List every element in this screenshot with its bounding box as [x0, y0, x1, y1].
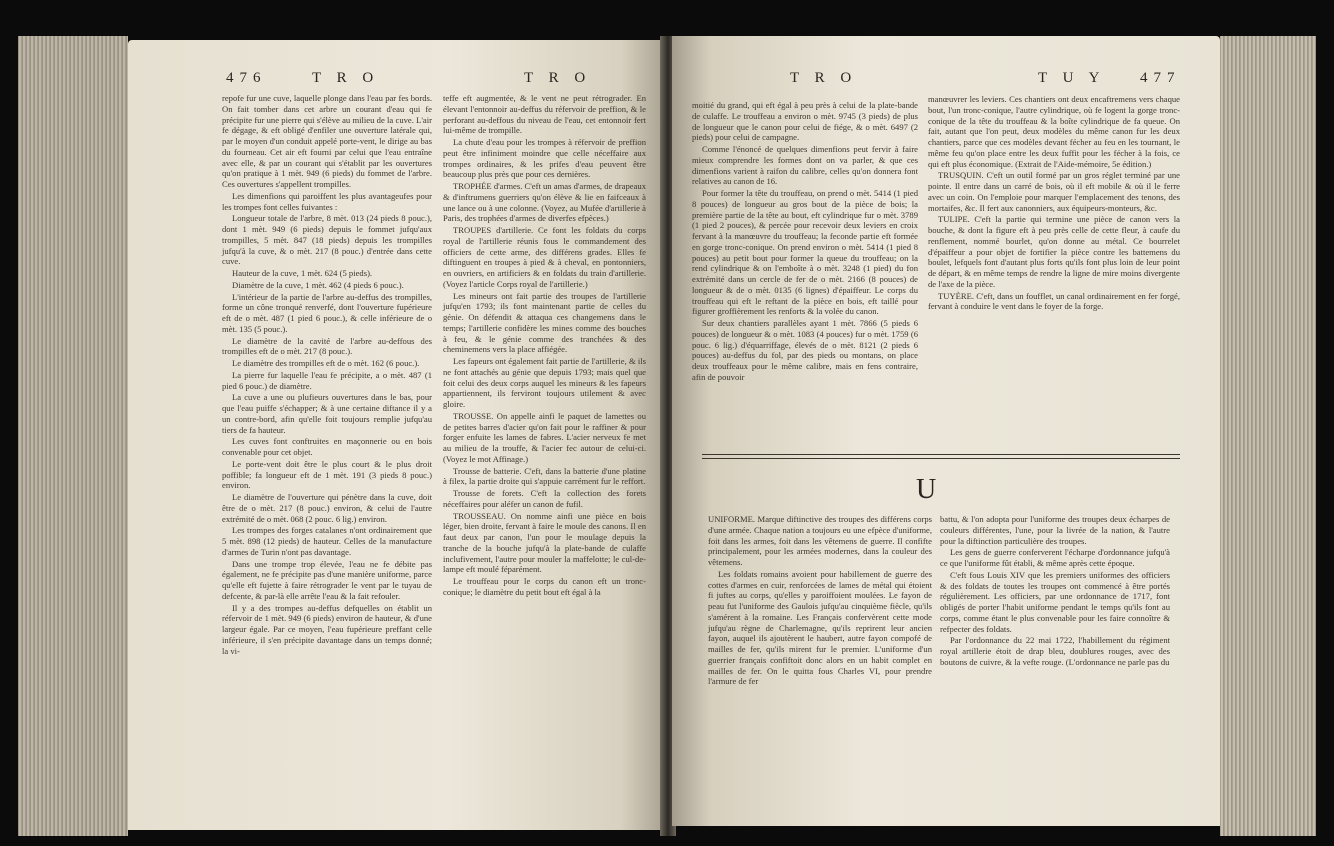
paragraph: Par l'ordonnance du 22 mai 1722, l'habillement du régiment royal artillerie étoit de drap bleu, doublures rouges, avec des boutons de cuivre, & la vefte rouge. (L'ordonnance ne parle pas du	[940, 635, 1170, 667]
text-column-4	[928, 94, 1180, 313]
entry-trousse-forets: Trousse de forets. C'eft la collection des forets néceffaires pour aléfer un canon de fufil.	[443, 488, 646, 509]
paragraph: moitié du grand, qui eft égal à peu près à celui de la plate-bande de culaffe. Le trouffeau a environ o mèt. 9745 (3 pieds) de plus de longueur que le canon pour celui de fiége, & o mèt. 6497 (2 pieds) pour celui de campagne.	[692, 100, 918, 143]
paragraph: Les dimenfions qui paroiffent les plus avantageufes pour les trompes font celles fuivantes :	[222, 190, 432, 212]
right-page-stack-edge	[1220, 36, 1316, 836]
right-page	[672, 36, 1220, 826]
paragraph: Les fapeurs ont également fait partie de l'artillerie, & ils ne font attachés au génie que depuis 1793; mais quel que foit celui des deux corps auquel les mineurs & les fapeurs appartiennent, ils ferviront toujours utilement & avec gloire.	[443, 356, 646, 409]
page-number-left: 476	[226, 70, 267, 86]
paragraph: repofe fur une cuve, laquelle plonge dans l'eau par fes bords. On fait tomber dans cet arbre un courant d'eau qui fe précipite fur une pierre qui s'élève au milieu de la cuve. L'air fe dégage, & eft obligé d'enfiler une ouverture latérale qui, par le moyen d'un conduit appelé porte-vent, le dirige au bas du fourneau. Cet air eft fourni par celui que l'eau entraîne avec elle, & par un courant qui s'établit par les ouvertures qu'on pratique à 1 mèt. 949 (6 pieds) du fommet de l'arbre. Ces ouvertures s'appellent trompilles.	[222, 93, 432, 189]
left-page	[128, 40, 664, 830]
paragraph: Sur deux chantiers parallèles ayant 1 mèt. 7866 (5 pieds 6 pouces) de longueur & o mèt. 1083 (4 pouces) fur o mèt. 1759 (6 pouc. 6 lig.) d'équarriffage, élevés de o mèt. 8121 (2 pieds 6 pouces) au-deffus du fol, par des pieds ou montans, on place deux trouffeaux pour le même calibre, mais en fens contraire, afin de pouvoir	[692, 318, 918, 382]
entry-trousse: TROUSSE. On appelle ainfi le paquet de lamettes ou de petites barres d'acier qu'on fait pour le raffiner & pour forger enfuite les lames de fabres. L'acier nerveux fe met au milieu de la trouffe, & l'acier fec autour de celui-ci. (Voyez le mot Affinage.)	[443, 410, 646, 464]
entry-trusquin: TRUSQUIN. C'eft un outil formé par un gros réglet terminé par une pointe. Il entre dans un carré de bois, où il eft mobile & où il le ferre avec un coin. On l'emploie pour marquer l'emplacement des tenons, des mortaifes, &c. Il fert aux canonniers, aux équipeurs-monteurs, &c.	[928, 170, 1180, 213]
paragraph: Les trompes des forges catalanes n'ont ordinairement que 5 mèt. 898 (12 pieds) de hauteur. Celles de la manufacture d'armes de Turin n'ont pas davantage.	[222, 525, 432, 557]
paragraph: battu, & l'on adopta pour l'uniforme des troupes deux écharpes de couleurs différentes, l'une, pour la livrée de la nation, & l'autre pour la diftinction particulière des troupes.	[940, 514, 1170, 546]
entry-tuyere: TUYÈRE. C'eft, dans un foufflet, un canal ordinairement en fer forgé, fervant à conduire le vent dans le foyer de la forge.	[928, 290, 1180, 312]
paragraph: Le diamètre des trompilles eft de o mèt. 162 (6 pouc.).	[232, 358, 420, 368]
text-column-5	[708, 514, 932, 688]
paragraph: C'eft fous Louis XIV que les premiers uniformes des officiers & des foldats de toutes les troupes ont commencé à être portés régulièrement. Les officiers, par une ordonnance de 1717, font obligés de porter l'habit uniforme pendant le temps qu'ils font au corps, comme étant le plus convenable pour les faire connoître & refpecter des foldats.	[940, 569, 1170, 634]
section-rule	[702, 454, 1180, 455]
section-letter: U	[916, 474, 937, 505]
paragraph: La cuve a une ou plufieurs ouvertures dans le bas, pour que l'eau puiffe s'échapper; & à une certaine diftance il y a un contre-bord, afin qu'elle foit toujours remplie jufqu'au tiers de fa hauteur.	[222, 392, 432, 435]
paragraph: Il y a des trompes au-deffus defquelles on établit un réfervoir de 1 mèt. 949 (6 pieds) environ de hauteur, & d'une largeur égale. Par ce moyen, l'eau fupérieure preffant celle inférieure, il s'en précipite davantage dans un temps donné; la vi-	[222, 602, 432, 656]
paragraph: Les mineurs ont fait partie des troupes de l'artillerie jufqu'en 1793; ils font maintenant partie de celles du génie. On défendit & attaqua ces changemens dans le temps; l'artillerie confidère les mines comme des bouches à feu, & le génie comme des tranchées & des cheminemens vers la place affiégée.	[443, 290, 646, 355]
entry-trousseau: TROUSSEAU. On nomme ainfi une pièce en bois léger, bien droite, fervant à faire le moule des canons. Il en faut deux par canon, l'un pour le moulage depuis la tranche de la bouche jufqu'à la plate-bande de culaffe inclufivement, l'autre pour mouler la maffelotte; le cul-de-lampe eft moulé féparément.	[443, 510, 646, 575]
paragraph: Pour former la tête du trouffeau, on prend o mèt. 5414 (1 pied 8 pouces) de longueur au gros bout de la pièce de bois; la première partie de la tête au bout, eft cylindrique fur o mèt. 3789 (1 pied 2 pouces), & percée pour recevoir deux leviers en croix fervant à la manœuvre du trouffeau; la feconde partie eft formée en gorge tronc-conique. On prend environ o mèt. 5414 (1 pied 8 pouces) au petit bout pour former la queue du trouffeau; on la rend cylindrique & on l'emboîte à o mèt. 3248 (1 pied) du fon extrémité dans un cercle de fer de o mèt. 2166 (8 pouces) de longueur & de o mèt. 0135 (6 lignes) d'épaiffeur. Le corps du trouffeau qui eft le reftant de la pièce en bois, eft taillé pour figurer groffièrement les renforts & la volée du canon.	[692, 188, 918, 317]
entry-trousse-batterie: Trousse de batterie. C'eft, dans la batterie d'une platine à filex, la partie droite qui s'appuie carrément fur le reffort.	[443, 465, 646, 487]
paragraph: teffe eft augmentée, & le vent ne peut rétrograder. En élevant l'entonnoir au-deffus du réfervoir de preffion, & le perforant au-deffous du niveau de l'eau, cet entonnoir fert lui-même de trompille.	[443, 93, 646, 136]
paragraph: manœuvrer les leviers. Ces chantiers ont deux encaftremens vers chaque bout, l'un tronc-conique, l'autre cylindrique, où fe logent la gorge tronc-conique de la tête du trouffeau & la boîte cylindrique de fa queue. On fait, autant que l'on peut, deux modèles du même canon fur les deux chantiers, parce que ces modèles devant fécher au feu en les tournant, le même feu qu'on place entre les deux fuffit pour les fécher à la fois, ce qui eft plus économique. (Extrait de l'Aide-mémoire, 5e édition.)	[928, 94, 1180, 169]
paragraph: L'intérieur de la partie de l'arbre au-deffus des trompilles, forme un cône tronqué renverfé, dont l'ouverture fupérieure eft de o mèt. 487 (1 pied 6 pouc.), & celle inférieure de o mèt. 135 (5 pouc.).	[222, 291, 432, 334]
paragraph: Les gens de guerre conferverent l'écharpe d'ordonnance jufqu'à ce que l'uniforme fût établi, & même après cette époque.	[940, 547, 1170, 568]
left-page-stack-edge	[18, 36, 128, 836]
entry-tulipe: TULIPE. C'eft la partie qui termine une pièce de canon vers la bouche, & dont la figure eft à peu près celle de cette fleur, à caufe du renflement, nommé bourlet, qu'on donne au métal. Ce bourrelet d'épaiffeur a pour objet de fortifier la pièce contre les battemens du boulet, lefquels font d'autant plus forts qu'ils font plus loin de leur point de départ, & en même temps de rendre la ligne de mire moins divergente de l'axe de la pièce.	[928, 214, 1180, 289]
paragraph: Diamètre de la cuve, 1 mèt. 462 (4 pieds 6 pouc.).	[232, 279, 404, 290]
paragraph: Hauteur de la cuve, 1 mèt. 624 (5 pieds).	[232, 268, 373, 278]
paragraph: Le porte-vent doit être le plus court & le plus droit poffible; fa longueur eft de 1 mèt. 191 (3 pieds 8 pouc.) environ.	[222, 458, 432, 491]
page-number-right: 477	[1140, 70, 1181, 86]
text-column-6	[940, 514, 1170, 669]
running-head: T R O	[524, 70, 592, 86]
text-column-3	[692, 100, 918, 384]
running-head: T U Y	[1038, 70, 1106, 86]
paragraph: Dans une trompe trop élevée, l'eau ne fe débite pas également, ne fe précipite pas d'une manière uniforme, parce qu'elle eft fujette à faire rétrograder le vent par le tuyau de defcente, & par-là elle arrête l'eau & la fait refouler.	[222, 558, 432, 601]
paragraph: La chute d'eau pour les trompes à réfervoir de preffion peut être infiniment moindre que celle néceffaire aux trompes ordinaires, & les prifes d'eau peuvent être beaucoup plus près que pour ces dernières.	[443, 137, 646, 180]
paragraph: Le trouffeau pour le corps du canon eft un tronc-conique; le diamètre du petit bout eft égal à la	[443, 576, 646, 597]
text-column-2	[443, 93, 646, 599]
paragraph: La pierre fur laquelle l'eau fe précipite, a o mèt. 487 (1 pied 6 pouc.) de diamètre.	[222, 369, 432, 391]
entry-trophee: TROPHÉE d'armes. C'eft un amas d'armes, de drapeaux & d'inftrumens guerriers qu'on élève & lie en faifceaux à une lance ou à une colonne. (Voyez, au Mufée d'artillerie à Paris, des trophées d'armes de diverfes efpèces.)	[443, 181, 646, 224]
entry-troupes: TROUPES d'artillerie. Ce font les foldats du corps royal de l'artillerie réunis fous le commandement des officiers de cette arme, des différens grades. Elles fe diftinguent en troupes à pied & à cheval, en pontonniers, en ouvriers, en artificiers & en foldats du train d'artillerie. (Voyez l'article Corps royal de l'artillerie.)	[443, 225, 646, 289]
entry-uniforme: UNIFORME. Marque diftinctive des troupes des différens corps d'une armée. Chaque nation a toujours eu une efpèce d'uniforme, foit dans les armes, foit dans les vêtemens de guerre. Il confifte principalement, pour les armées modernes, dans la couleur des vêtemens.	[708, 514, 932, 567]
running-head: T R O	[790, 70, 858, 86]
paragraph: Le diamètre de l'ouverture qui pénètre dans la cuve, doit être de o mèt. 217 (8 pouc.) environ, & celui de l'autre extrémité de o mèt. 068 (2 pouc. 6 lig.) environ.	[222, 492, 432, 524]
text-column-1	[222, 93, 432, 657]
paragraph: Les foldats romains avoient pour habillement de guerre des cottes d'armes en cuir, renforcées de lames de métal qui étoient fi juftes au corps, qu'elles y paroiffoient moulées. Le fayon de peau fut l'uniforme des Gaulois jufqu'au cinquième fiècle, qu'ils s'amérent à la romaine. Les Français confervèrent cette mode jufqu'au règne de Charlemagne, qu'ils reprirent leur ancien fayon, auquel ils ajoutèrent le haubert, autre fayon compofé de mailles de fer, qu'ils mirent fur le premier. L'uniforme d'un guerrier français confiftoit donc alors en un habit complet en mailles de fer. On le quitta fous Charles VI, pour prendre l'armure de fer	[708, 568, 932, 687]
paragraph: Comme l'énoncé de quelques dimenfions peut fervir à faire mieux comprendre les formes dont on va parler, & que ces dimenfions varient à raifon du calibre, celles qu'on donnera font relatives au canon de 16.	[692, 144, 918, 187]
paragraph: Les cuves font conftruites en maçonnerie ou en bois convenable pour cet objet.	[222, 436, 432, 457]
paragraph: Longueur totale de l'arbre, 8 mèt. 013 (24 pieds 8 pouc.), dont 1 mèt. 949 (6 pieds) depuis le fommet jufqu'aux trompilles, 5 mèt. 847 (18 pieds) depuis les trompilles jufqu'à la cuve, & o mèt. 217 (8 pouc.) d'entrée dans cette cuve.	[222, 213, 432, 267]
section-rule	[702, 458, 1180, 459]
running-head: T R O	[312, 70, 380, 86]
paragraph: Le diamètre de la cavité de l'arbre au-deffous des trompilles eft de o mèt. 217 (8 pouc.).	[222, 335, 432, 357]
